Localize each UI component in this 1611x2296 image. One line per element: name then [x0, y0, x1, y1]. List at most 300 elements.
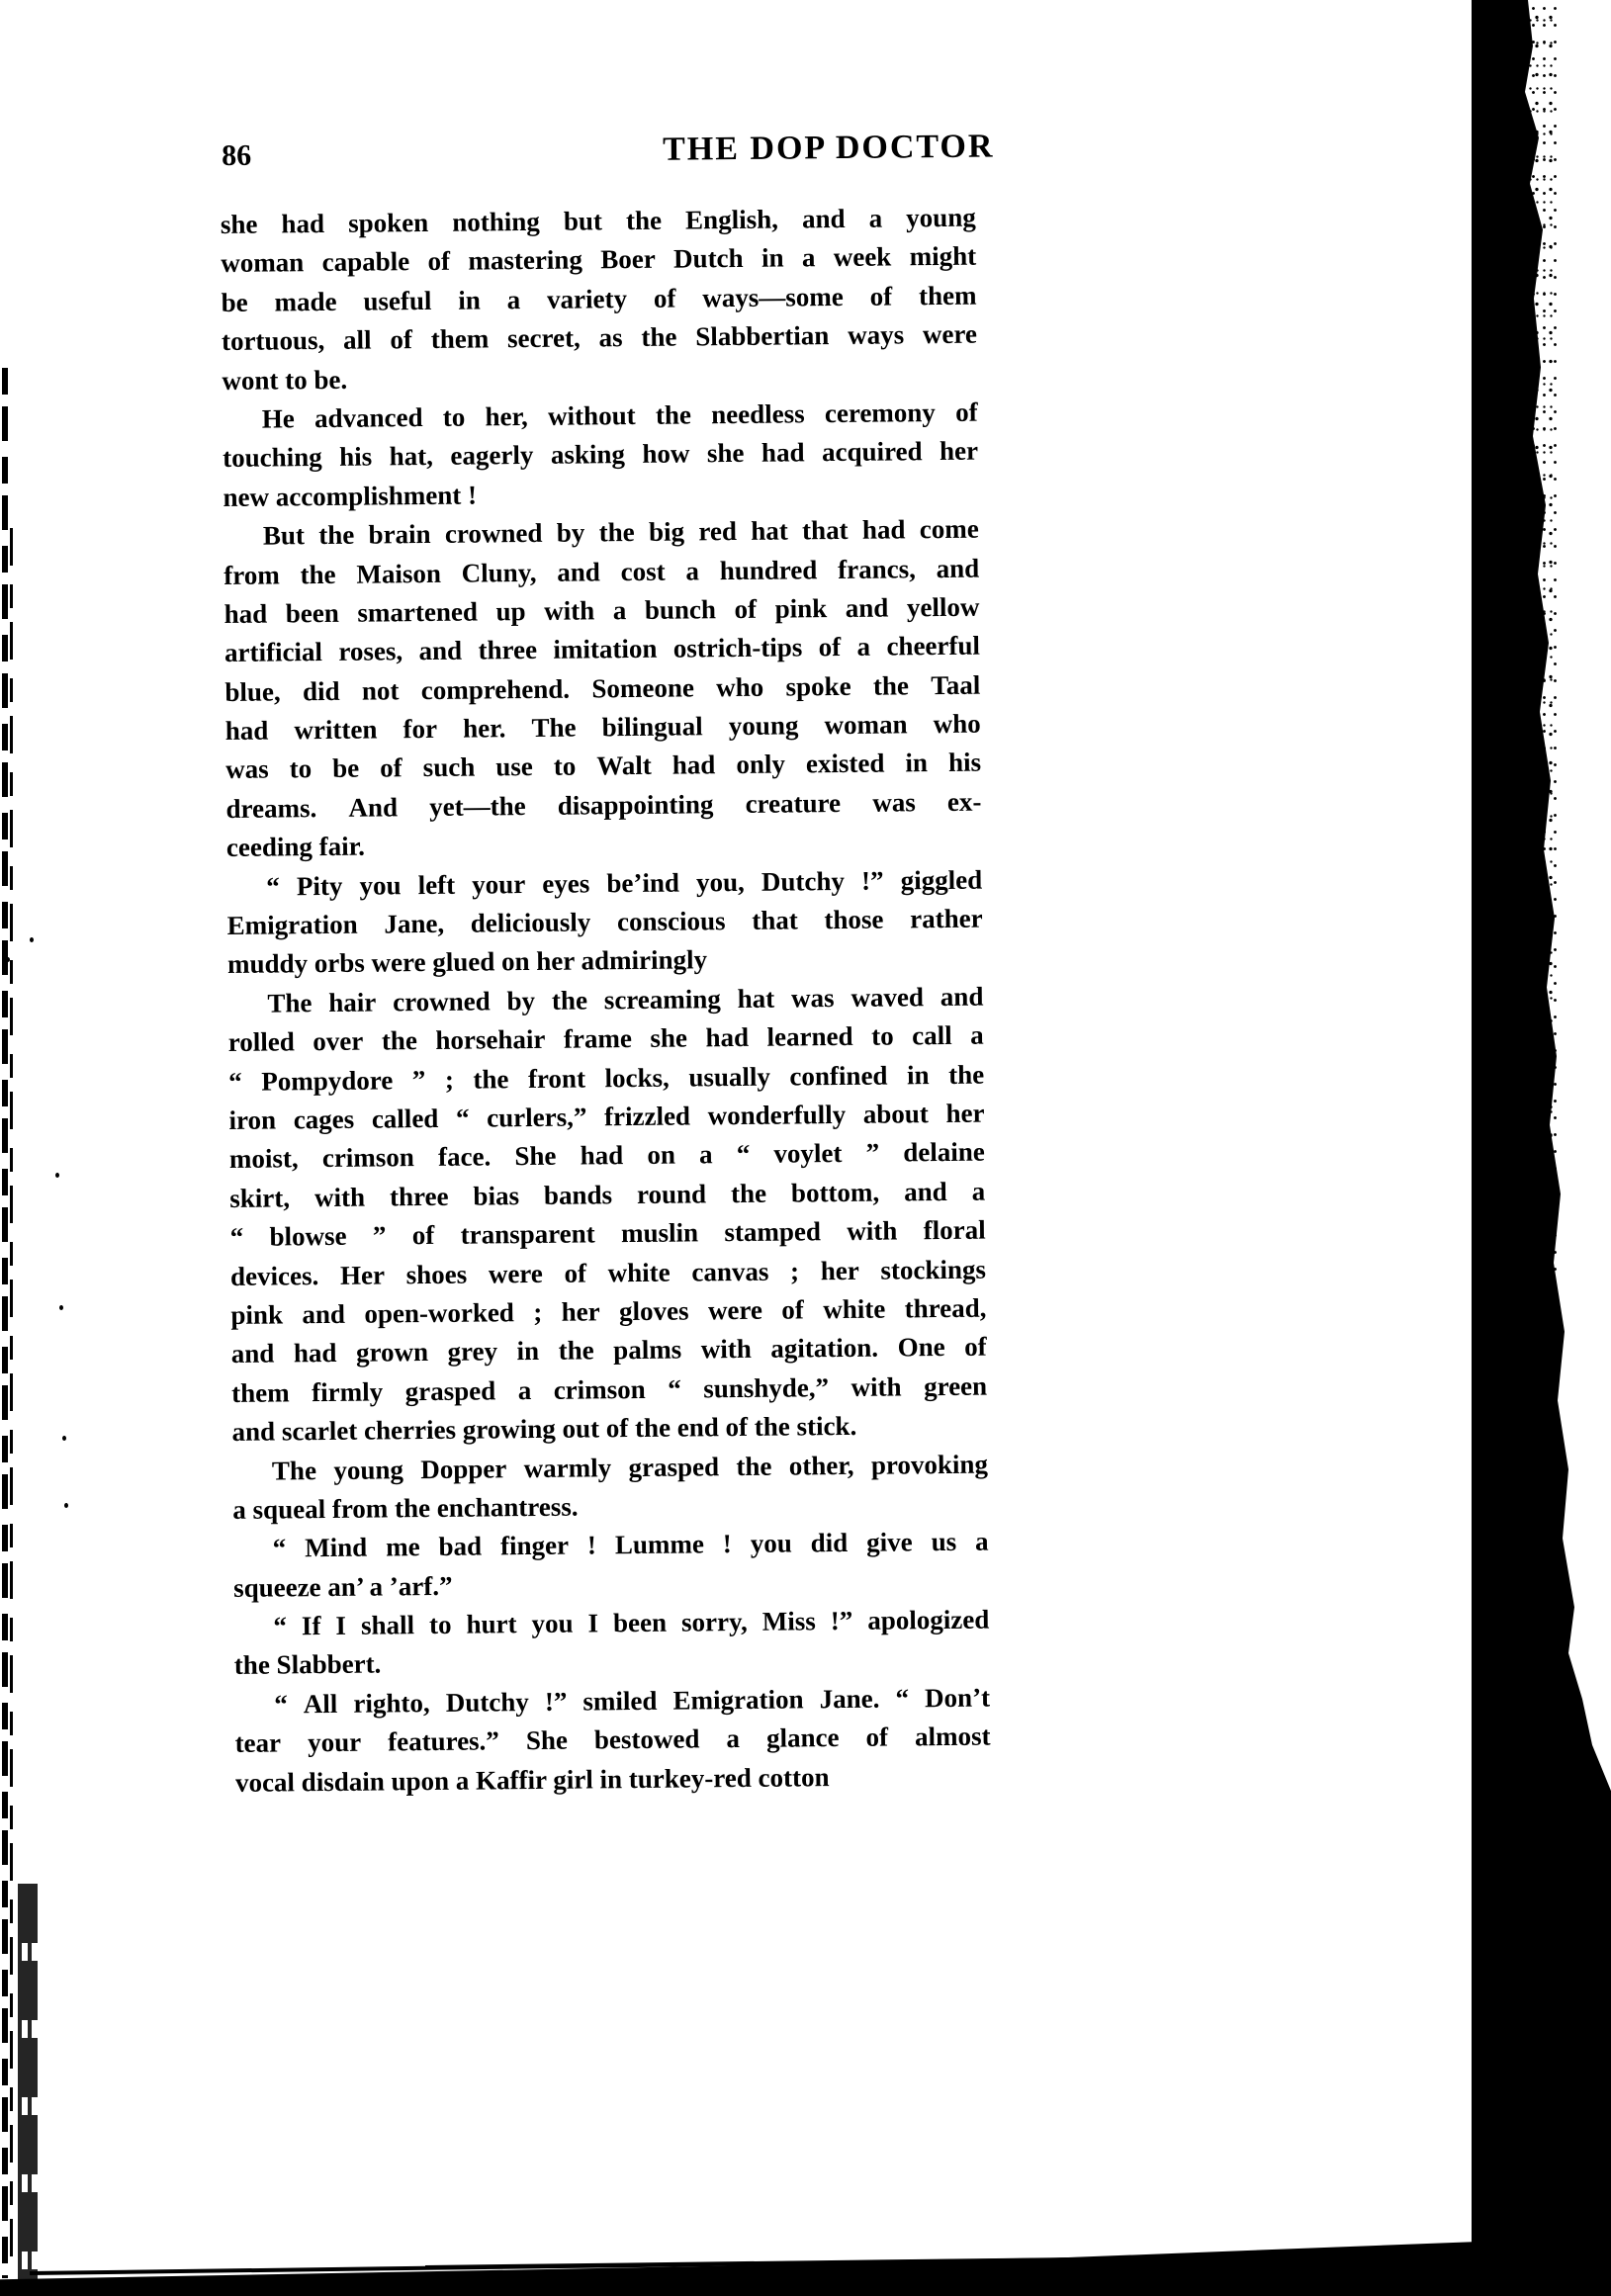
word: a	[970, 1019, 984, 1050]
word: the	[558, 1335, 594, 1367]
word: Taal	[931, 669, 981, 700]
word: by	[556, 517, 585, 548]
word: ostrich-tips	[672, 632, 803, 663]
word: artificial	[224, 637, 323, 668]
word: She	[514, 1141, 557, 1172]
word: of	[964, 1331, 987, 1363]
word: asking	[550, 439, 626, 471]
word: transparent	[460, 1218, 595, 1250]
word: Dutch	[672, 243, 744, 274]
text-line	[231, 1367, 987, 1413]
word: in	[458, 285, 481, 315]
word: red	[698, 516, 738, 547]
word: her	[945, 1098, 985, 1128]
word: Don’t	[924, 1682, 991, 1714]
page-content	[220, 128, 995, 1803]
word: and	[940, 981, 984, 1012]
word: crowned	[393, 986, 491, 1017]
word: Cluny,	[461, 557, 537, 588]
word: brain	[368, 519, 431, 550]
word: “	[455, 1103, 470, 1133]
word: of	[865, 1722, 889, 1753]
word: Jane.	[819, 1683, 880, 1715]
word: front	[527, 1063, 586, 1094]
word: The	[267, 987, 313, 1018]
word: Emigration	[672, 1684, 804, 1716]
word: crimson	[553, 1373, 646, 1405]
word: bilingual	[601, 711, 703, 743]
word: face.	[437, 1141, 492, 1173]
word: Someone	[591, 672, 695, 704]
word: a	[506, 284, 521, 314]
word: thread,	[904, 1292, 987, 1324]
word: ways	[847, 319, 905, 351]
word: stockings	[880, 1254, 987, 1285]
word: a	[612, 594, 627, 626]
word: hat	[737, 983, 775, 1014]
word: had	[580, 1140, 624, 1171]
word: I	[587, 1608, 599, 1638]
word: blowse	[269, 1220, 347, 1252]
word: the	[551, 985, 588, 1016]
word: disappointing	[557, 789, 714, 821]
word: stamped	[724, 1216, 822, 1248]
word: a	[868, 203, 883, 233]
word: for	[403, 713, 438, 745]
word: rolled	[227, 1026, 295, 1058]
word: call	[912, 1020, 952, 1051]
word: yellow	[906, 591, 980, 623]
word: ;	[789, 1255, 800, 1286]
word: but	[563, 206, 603, 236]
word: three	[389, 1181, 449, 1212]
text-line	[232, 1445, 988, 1491]
word: the	[318, 519, 355, 551]
text-line	[233, 1601, 989, 1647]
word: conscious	[616, 906, 726, 937]
word: useful	[363, 285, 432, 316]
word: All	[303, 1688, 338, 1720]
word: Walt	[596, 751, 652, 781]
word: devices.	[229, 1260, 319, 1291]
paragraph	[232, 1445, 989, 1530]
word: variety	[546, 283, 628, 314]
word: warmly	[523, 1452, 612, 1483]
word: young	[728, 710, 799, 742]
word: Pity	[296, 870, 343, 901]
left-gutter-marks-2	[10, 514, 13, 2272]
word: agitation.	[770, 1332, 879, 1365]
word: creature	[745, 787, 842, 819]
word: them	[430, 323, 490, 355]
word: had	[861, 514, 906, 545]
word: who	[933, 708, 981, 740]
word: that	[801, 515, 849, 546]
word: iron	[228, 1104, 277, 1135]
word: horsehair	[435, 1024, 546, 1056]
paragraph	[234, 1678, 991, 1803]
word: with	[847, 1215, 898, 1247]
word: “	[272, 1533, 287, 1563]
word: round	[636, 1179, 707, 1209]
word: waved	[850, 982, 925, 1013]
word: “	[895, 1683, 910, 1714]
word: white	[607, 1257, 671, 1287]
word: roses,	[338, 636, 403, 667]
word: hair	[328, 987, 377, 1017]
word: spoken	[347, 207, 429, 238]
word: grown	[355, 1337, 429, 1369]
word: And	[348, 792, 399, 823]
word: his	[339, 441, 373, 473]
word: a	[801, 242, 816, 273]
word: be	[332, 753, 360, 784]
word: frame	[563, 1023, 633, 1054]
word: woman	[824, 709, 908, 741]
word: firmly	[312, 1376, 384, 1407]
word: had	[293, 1338, 337, 1369]
text-line: wont to be.	[222, 364, 348, 396]
word: Mind	[305, 1532, 368, 1563]
text-line: the Slabbert.	[233, 1648, 382, 1681]
word: palms	[613, 1334, 682, 1366]
paragraph	[233, 1523, 990, 1608]
text-line	[227, 977, 983, 1023]
word: hurt	[466, 1609, 517, 1639]
word: moist,	[228, 1143, 299, 1175]
word: of	[390, 324, 413, 355]
word: shoes	[405, 1259, 468, 1289]
word: English,	[684, 204, 779, 235]
word: of	[380, 752, 403, 783]
text-line: muddy orbs were glued on her admiringly	[226, 944, 708, 980]
word: the	[300, 559, 336, 589]
word: wonderfully	[707, 1099, 847, 1131]
word: had	[671, 750, 716, 781]
word: and	[302, 1298, 346, 1330]
word: floral	[923, 1214, 986, 1246]
word: had	[224, 598, 268, 629]
word: was	[225, 754, 269, 785]
word: woman	[221, 247, 305, 279]
text-line	[226, 900, 982, 946]
word: with	[700, 1334, 752, 1365]
word: you	[750, 1528, 792, 1559]
text-block	[221, 199, 991, 1803]
word: Dopper	[420, 1453, 507, 1484]
word: !”	[544, 1686, 568, 1717]
word: such	[422, 752, 476, 783]
text-line	[223, 432, 978, 479]
word: by	[506, 985, 536, 1016]
word: and	[904, 1176, 947, 1207]
word: eyes	[542, 868, 590, 899]
word: ceremony	[824, 397, 937, 429]
word: needless	[710, 398, 805, 430]
word: smiled	[582, 1685, 658, 1717]
word: provoking	[870, 1449, 989, 1480]
word: bunch	[644, 594, 717, 625]
word: crowned	[444, 518, 543, 549]
paragraph	[233, 1601, 990, 1686]
word: you,	[695, 866, 745, 898]
word: !”	[830, 1605, 853, 1636]
word: on	[647, 1139, 676, 1171]
word: ”	[865, 1138, 880, 1169]
word: in	[516, 1336, 540, 1367]
word: ways—some	[702, 281, 844, 313]
word: me	[385, 1532, 420, 1562]
word: capable	[321, 246, 410, 278]
word: over	[313, 1025, 364, 1057]
word: she	[220, 209, 258, 239]
word: existed	[805, 749, 885, 779]
word: were	[488, 1258, 543, 1288]
word: learned	[766, 1021, 853, 1052]
text-line: and scarlet cherries growing out of the end of the stick.	[231, 1410, 857, 1448]
word: “	[668, 1373, 681, 1404]
word: sunshyde,”	[703, 1371, 830, 1404]
word: of	[954, 397, 978, 427]
word: a	[698, 1139, 713, 1170]
word: cheerful	[886, 630, 981, 662]
word: might	[909, 241, 977, 272]
word: your	[472, 868, 526, 900]
word: grasped	[404, 1375, 496, 1406]
word: of	[427, 246, 451, 277]
word: was	[872, 787, 916, 818]
word: and	[418, 635, 463, 666]
word: Dutchy	[761, 865, 846, 897]
word: young	[906, 202, 976, 233]
word: “	[736, 1139, 751, 1170]
word: to	[870, 1020, 894, 1051]
word: the	[655, 399, 692, 430]
word: ”	[372, 1220, 387, 1251]
word: the	[872, 670, 910, 701]
word: up	[495, 595, 526, 627]
word: muslin	[620, 1217, 699, 1249]
word: of	[781, 1294, 804, 1325]
word: Maison	[356, 558, 442, 589]
word: the	[641, 321, 677, 353]
word: of	[411, 1220, 435, 1251]
word: crimson	[321, 1142, 414, 1174]
word: deliciously	[470, 907, 591, 938]
word: The	[531, 712, 577, 744]
word: had	[224, 715, 269, 747]
word: usually	[688, 1061, 771, 1093]
word: !”	[860, 865, 884, 896]
word: glance	[765, 1722, 840, 1753]
word: shall	[360, 1610, 415, 1640]
word: delaine	[903, 1136, 985, 1168]
text-line: a squeal from the enchantress.	[232, 1491, 579, 1525]
word: curlers,”	[487, 1102, 587, 1133]
word: “	[266, 871, 280, 902]
word: the	[730, 1178, 767, 1208]
word: to	[442, 401, 466, 432]
word: the	[598, 517, 635, 548]
word: mastering	[468, 244, 583, 276]
word: written	[294, 714, 378, 746]
word: she	[706, 438, 745, 469]
word: were	[922, 318, 978, 350]
word: as	[598, 322, 623, 353]
word: be	[221, 287, 248, 317]
word: skirt,	[229, 1183, 291, 1213]
word: almost	[914, 1721, 991, 1752]
paragraph	[223, 394, 979, 518]
text-line	[233, 1523, 989, 1569]
word: canvas	[691, 1256, 769, 1287]
word: not	[361, 674, 400, 706]
word: secret,	[506, 322, 581, 354]
word: in	[906, 1059, 930, 1090]
text-line	[230, 1211, 986, 1258]
word: had	[281, 208, 325, 239]
word: without	[547, 399, 636, 431]
word: “	[228, 1066, 242, 1097]
word: Pompydore	[261, 1064, 394, 1097]
word: !	[586, 1530, 597, 1560]
word: of	[653, 283, 676, 313]
word: pink	[774, 593, 828, 624]
word: them	[231, 1377, 290, 1408]
word: about	[862, 1099, 929, 1129]
word: use	[495, 751, 533, 782]
word: nothing	[452, 206, 540, 237]
text-line	[222, 315, 977, 362]
word: them	[918, 280, 977, 311]
word: his	[947, 748, 982, 778]
word: francs,	[837, 553, 917, 584]
word: yet—the	[429, 790, 526, 822]
word: been	[285, 597, 339, 629]
word: hundred	[719, 554, 818, 585]
word: big	[648, 516, 685, 547]
word: your	[307, 1726, 362, 1758]
word: left	[417, 869, 456, 900]
text-line: squeeze an’ a ’arf.”	[232, 1570, 453, 1603]
word: and	[801, 203, 846, 234]
word: had	[705, 1022, 750, 1053]
word: She	[525, 1724, 569, 1756]
left-gutter-bottom-marks	[18, 1884, 38, 2279]
word: bad	[438, 1531, 483, 1562]
word: of	[818, 632, 842, 662]
word: He	[261, 403, 295, 434]
word: a	[685, 555, 700, 586]
word: those	[824, 904, 884, 935]
word: to	[553, 751, 577, 782]
word: imitation	[553, 634, 658, 665]
word: of	[869, 281, 893, 311]
word: her	[939, 435, 979, 467]
word: But	[262, 520, 306, 551]
word: bias	[473, 1180, 520, 1211]
word: young	[333, 1454, 404, 1485]
word: !	[722, 1529, 732, 1559]
word: from	[224, 559, 280, 590]
word: comprehend.	[420, 673, 571, 705]
word: frizzled	[603, 1101, 691, 1132]
word: gloves	[618, 1295, 689, 1327]
word: the	[736, 1451, 772, 1481]
word: the	[473, 1063, 509, 1095]
word: Slabbertian	[695, 320, 830, 352]
word: come	[919, 513, 979, 545]
word: of	[734, 593, 758, 624]
word: to	[289, 753, 313, 784]
word: locks,	[604, 1062, 670, 1093]
word: her	[820, 1255, 859, 1285]
word: cost	[620, 556, 666, 586]
word: open-worked	[364, 1297, 515, 1329]
word: and	[845, 592, 889, 623]
text-line: new accomplishment !	[223, 480, 478, 512]
word: The	[271, 1455, 317, 1486]
word: a	[856, 632, 871, 662]
word: finger	[499, 1530, 570, 1561]
word: other,	[788, 1450, 854, 1481]
paragraph	[221, 199, 978, 400]
word: spoke	[785, 670, 851, 702]
word: sorry,	[680, 1607, 748, 1637]
word: tortuous,	[221, 325, 325, 357]
text-line: ceeding fair.	[225, 831, 366, 863]
word: If	[301, 1611, 321, 1641]
word: her,	[485, 400, 528, 432]
word: a	[974, 1526, 989, 1557]
word: I	[335, 1610, 347, 1641]
word: been	[612, 1607, 668, 1638]
word: “	[274, 1689, 288, 1720]
word: did	[302, 675, 340, 706]
word: Her	[339, 1259, 386, 1290]
word: “	[273, 1611, 288, 1641]
word: dreams.	[225, 792, 317, 824]
word: how	[642, 438, 690, 470]
word: Jane,	[384, 908, 445, 939]
word: a	[726, 1723, 741, 1754]
word: ex-	[946, 786, 982, 817]
word: voylet	[773, 1138, 843, 1170]
word: hat	[751, 515, 788, 546]
word: smartened	[357, 596, 479, 628]
word: rather	[910, 903, 983, 934]
word: the	[381, 1025, 418, 1056]
word: giggled	[900, 864, 983, 896]
word: who	[716, 671, 764, 702]
word: grey	[447, 1336, 498, 1368]
text-line	[221, 237, 976, 284]
word: in	[905, 748, 929, 778]
word: white	[823, 1293, 886, 1325]
word: features.”	[387, 1725, 500, 1757]
word: apologized	[867, 1604, 990, 1635]
word: Miss	[761, 1606, 816, 1636]
word: were	[707, 1294, 763, 1326]
word: week	[833, 241, 892, 273]
word: bottom,	[790, 1177, 880, 1208]
word: her.	[462, 713, 506, 744]
text-line	[225, 744, 981, 790]
text-line	[224, 627, 980, 673]
word: hat,	[389, 441, 434, 472]
word: cages	[293, 1104, 355, 1135]
margin-speck	[30, 937, 34, 942]
